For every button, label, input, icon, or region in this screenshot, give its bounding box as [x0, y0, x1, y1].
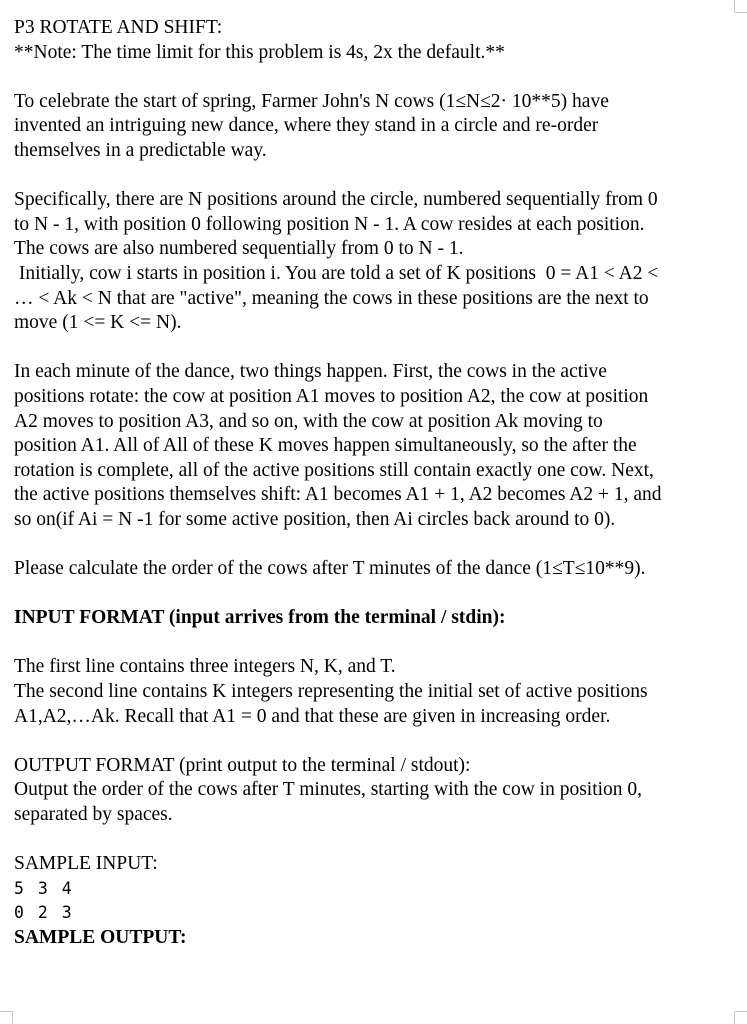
spacer: [14, 336, 739, 361]
text-line: To celebrate the start of spring, Farmer John's N cows (1≤N≤2· 10**5) have: [14, 90, 609, 112]
input-format-heading: INPUT FORMAT (input arrives from the terminal / stdin):: [14, 607, 506, 629]
intro-paragraph: [14, 90, 739, 164]
text-line: The cows are also numbered sequentially from 0 to N - 1.: [14, 238, 464, 260]
spacer: [14, 582, 739, 607]
text-line: In each minute of the dance, two things happen. First, the cows in the active: [14, 361, 607, 383]
process-paragraph: [14, 360, 739, 532]
text-line: Specifically, there are N positions around the circle, numbered sequentially from 0: [14, 189, 658, 211]
page-corner-mark: [734, 0, 747, 13]
text-line: move (1 <= K <= N).: [14, 312, 182, 334]
text-line: rotation is complete, all of the active positions still contain exactly one cow. Next,: [14, 459, 654, 481]
document-page: [14, 16, 739, 951]
spacer: [14, 631, 739, 656]
text-line: to N - 1, with position 0 following position N - 1. A cow resides at each position.: [14, 213, 645, 235]
text-line: … < Ak < N that are "active", meaning the cows in these positions are the next to: [14, 287, 649, 309]
sample-output-heading: SAMPLE OUTPUT:: [14, 926, 187, 948]
page-corner-mark: [0, 1011, 13, 1024]
spacer: [14, 729, 739, 754]
text-line: positions rotate: the cow at position A1 moves to position A2, the cow at position: [14, 385, 649, 407]
time-limit-note: **Note: The time limit for this problem is 4s, 2x the default.**: [14, 41, 505, 63]
text-line: themselves in a predictable way.: [14, 139, 267, 161]
spacer: [14, 164, 739, 189]
page-corner-mark: [734, 1011, 747, 1024]
text-line: separated by spaces.: [14, 804, 173, 825]
spacer: [14, 532, 739, 557]
calculate-statement: Please calculate the order of the cows after T minutes of the dance (1≤T≤10**9).: [14, 558, 646, 580]
spacer: [14, 828, 739, 853]
text-line: A1,A2,…Ak. Recall that A1 = 0 and that these are given in increasing order.: [14, 705, 611, 727]
input-format-paragraph: [14, 655, 739, 729]
output-format-paragraph: [14, 778, 739, 827]
text-line: so on(if Ai = N -1 for some active position, then Ai circles back around to 0).: [14, 508, 616, 530]
problem-title: P3 ROTATE AND SHIFT:: [14, 17, 223, 38]
text-line: Initially, cow i starts in position i. You are told a set of K positions 0 = A1 < A2 <: [14, 262, 659, 284]
sample-input-block: [14, 877, 739, 926]
text-line: invented an intriguing new dance, where they stand in a circle and re-order: [14, 115, 599, 137]
text-line: the active positions themselves shift: A1 becomes A1 + 1, A2 becomes A2 + 1, and: [14, 484, 662, 506]
text-line: The second line contains K integers representing the initial set of active positions: [14, 681, 648, 703]
output-format-heading: OUTPUT FORMAT (print output to the terminal / stdout):: [14, 754, 471, 776]
sample-input-heading: SAMPLE INPUT:: [14, 853, 158, 875]
text-line: Output the order of the cows after T minutes, starting with the cow in position 0,: [14, 779, 643, 801]
spacer: [14, 65, 739, 90]
text-line: A2 moves to position A3, and so on, with the cow at position Ak moving to: [14, 410, 603, 432]
text-line: position A1. All of All of these K moves happen simultaneously, so the after the: [14, 435, 637, 457]
sample-input-line: 0 2 3: [14, 903, 74, 923]
specifics-paragraph: [14, 188, 739, 336]
text-line: The first line contains three integers N, K, and T.: [14, 656, 396, 678]
sample-input-line: 5 3 4: [14, 878, 74, 898]
